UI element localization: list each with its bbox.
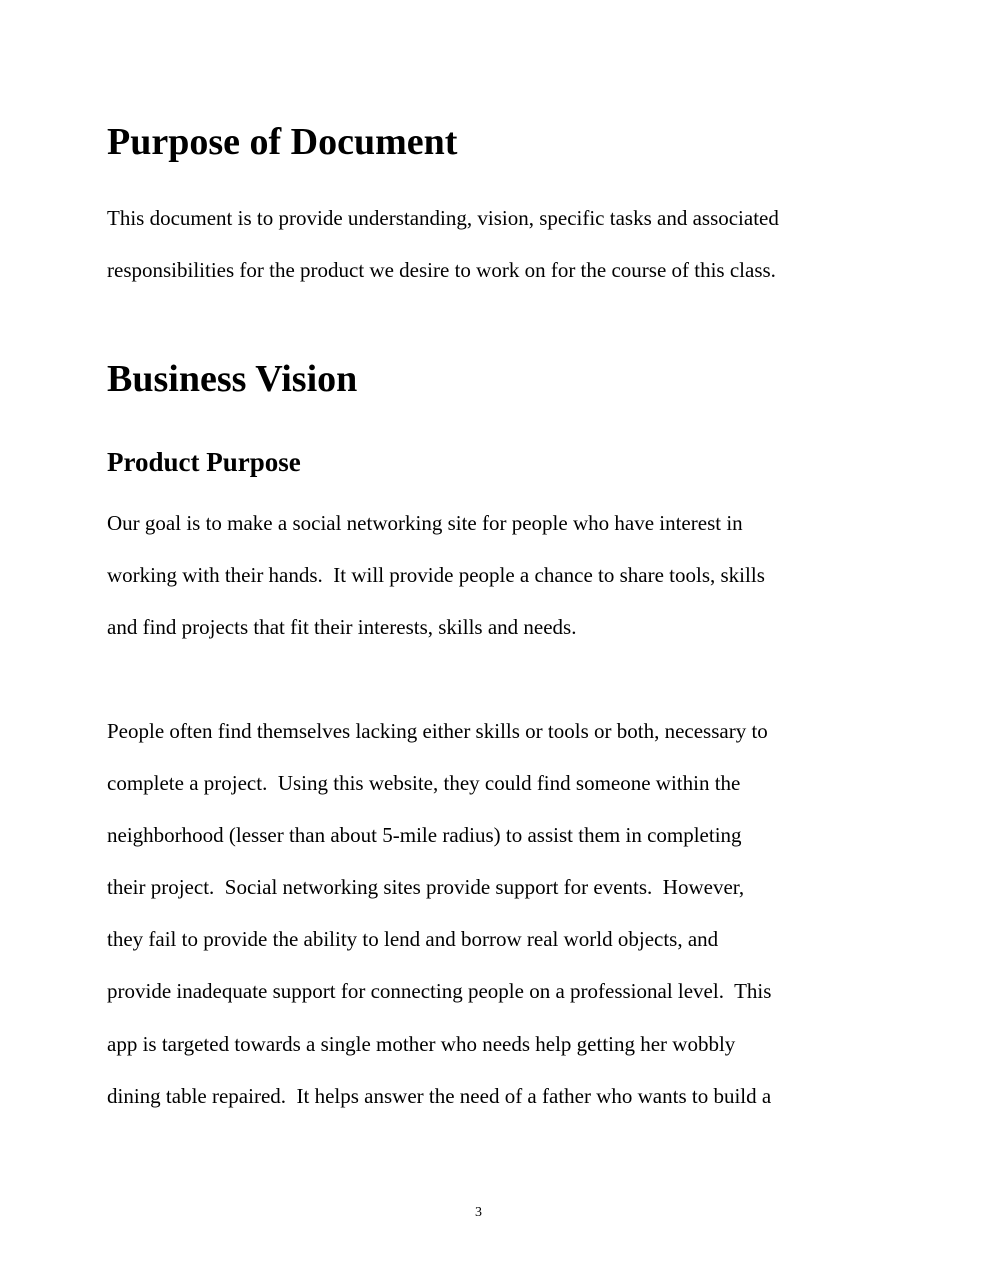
paragraph-line: their project. Social networking sites provide support for events. However, [107,875,745,899]
paragraph-line: app is targeted towards a single mother who needs help getting her wobbly [107,1032,736,1056]
paragraph-line: and find projects that fit their interests, skills and needs. [107,615,577,639]
paragraph-line: complete a project. Using this website, they could find someone within the [107,771,741,795]
product-purpose-heading: Product Purpose [107,447,301,477]
paragraph-line: neighborhood (lesser than about 5-mile radius) to assist them in completing [107,823,742,847]
purpose-line: responsibilities for the product we desire to work on for the course of this class. [107,258,776,282]
paragraph-line: Our goal is to make a social networking site for people who have interest in [107,511,743,535]
page-number: 3 [475,1205,482,1220]
paragraph-line: People often find themselves lacking either skills or tools or both, necessary to [107,719,768,743]
paragraph-line: they fail to provide the ability to lend and borrow real world objects, and [107,927,719,951]
purpose-line: This document is to provide understanding, vision, specific tasks and associated [107,206,779,230]
paragraph-line: dining table repaired. It helps answer the need of a father who wants to build a [107,1084,772,1108]
purpose-heading: Purpose of Document [107,121,458,163]
paragraph-line: working with their hands. It will provide people a chance to share tools, skills [107,563,765,587]
business-vision-heading: Business Vision [107,358,358,400]
paragraph-line: provide inadequate support for connecting people on a professional level. This [107,979,772,1003]
